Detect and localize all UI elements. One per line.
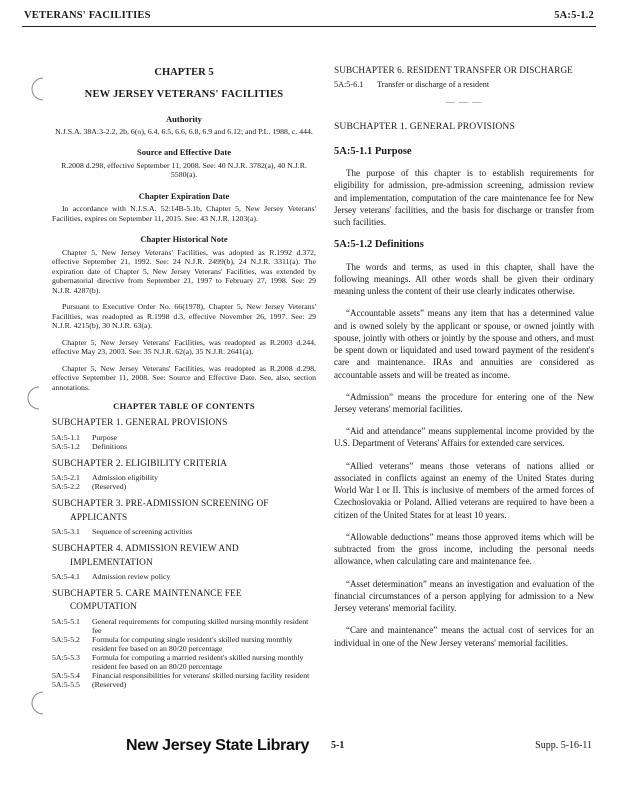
- punch-hole-icon: [24, 385, 44, 411]
- definition-paragraph: “Care and maintenance” means the actual cost of services for an individual in one of the New Jersey veterans' memorial facilities.: [334, 625, 594, 648]
- toc-entry-title: General requirements for computing skilled nursing monthly resident fee: [92, 616, 309, 635]
- left-column: [52, 62, 316, 698]
- definition-paragraph: “Allowable deductions” means those approved items which will be subtracted from the gross income, including the personal needs allowance, when calculating care and maintenance fee.: [334, 531, 594, 567]
- toc-subchapter-title: APPLICANTS: [70, 512, 128, 523]
- toc-entries: [52, 473, 316, 491]
- toc-entry: [52, 482, 316, 491]
- toc-entry: [52, 433, 316, 442]
- toc-entry: [52, 635, 316, 653]
- history-paragraph: Chapter 5, New Jersey Veterans' Facilities, was readopted as R.2003 d.244, effective May 23, 2003. See: 35 N.J.R. 62(a), 35 N.J.R. 2641(a).: [52, 337, 316, 357]
- toc-subchapter-title: SUBCHAPTER 1. GENERAL PROVISIONS: [52, 418, 228, 429]
- toc-entry: [52, 572, 316, 581]
- toc-entry-number: 5A:5-2.1: [52, 473, 80, 483]
- toc-entries: [52, 572, 316, 581]
- toc-subchapter-title: COMPUTATION: [70, 602, 137, 613]
- expiration-heading: Chapter Expiration Date: [138, 190, 230, 201]
- running-header: [22, 6, 596, 27]
- toc-entry-number: 5A:5-5.2: [52, 634, 80, 644]
- toc-entry: [52, 527, 316, 536]
- toc-entry-title: Formula for computing single resident's skilled nursing monthly resident fee based on an 80/20 percentage: [92, 634, 293, 653]
- toc-entry-title: Admission eligibility: [92, 473, 159, 483]
- page-footer: [22, 736, 596, 760]
- punch-hole-icon: [28, 690, 48, 716]
- toc-entry: [52, 653, 316, 671]
- toc-subchapter-title: SUBCHAPTER 4. ADMISSION REVIEW AND: [52, 544, 239, 555]
- toc-subchapter-title: SUBCHAPTER 5. CARE MAINTENANCE FEE: [52, 589, 242, 600]
- library-stamp: New Jersey State Library: [126, 737, 310, 754]
- toc-entry: [52, 671, 316, 680]
- toc-entries: [52, 527, 316, 536]
- toc-entry-title: Transfer or discharge of a resident: [377, 79, 490, 89]
- toc-entry-number: 5A:5-2.2: [52, 482, 80, 492]
- toc-entry-title: Sequence of screening activities: [92, 527, 193, 537]
- source-text: R.2008 d.298, effective September 11, 2008. See: 40 N.J.R. 3782(a), 40 N.J.R. 5580(a).: [61, 160, 307, 180]
- definition-paragraph: “Allied veterans” means those veterans of nations allied or associated in conflicts against an enemy of the United States during World War I or II. This is inclusive of members of the armed forces of Czechoslovakia or Poland. Allied veterans are required to have been a citizen of the United States for at least 10 years.: [334, 460, 594, 520]
- supplement-date: Supp. 5-16-11: [535, 740, 592, 751]
- section-purpose-title: 5A:5-1.1 Purpose: [334, 145, 412, 157]
- toc-entry-title: Purpose: [92, 432, 118, 442]
- authority-text: N.J.S.A. 38A:3-2.2, 2b, 6(o), 6.4, 6.5, 6.6, 6.8, 6.9 and 6.12; and P.L. 1988, c. 444.: [55, 126, 313, 136]
- toc-entry-number: 5A:5-5.3: [52, 653, 80, 663]
- section-divider: — — —: [445, 96, 483, 107]
- history-heading: Chapter Historical Note: [140, 234, 228, 245]
- section-definitions-title: 5A:5-1.2 Definitions: [334, 239, 424, 251]
- toc-entry: [52, 680, 316, 689]
- definition-paragraph: “Asset determination” means an investigation and evaluation of the financial circumstances of a person applying for admission to a New Jersey veterans' memorial facility.: [334, 578, 594, 614]
- toc-entry-title: (Reserved): [92, 482, 127, 492]
- toc-entry: [52, 617, 316, 635]
- history-paragraph: Chapter 5, New Jersey Veterans' Facilities, was adopted as R.1992 d.372, effective September 21, 1992. See: 24 N.J.R. 2499(b), 24 N.J.R. 3311(a). The expiration date of Chapter 5, New Jersey Veterans' Facilities, was extended by gubernatorial directive from September 21, 1997 to February 27, 1998. See: 29 N.J.R. 4287(b).: [52, 247, 316, 295]
- toc-entry-number: 5A:5-4.1: [52, 571, 80, 581]
- toc-entry-number: 5A:5-5.1: [52, 616, 80, 626]
- subchapter-1-heading: SUBCHAPTER 1. GENERAL PROVISIONS: [334, 120, 515, 132]
- toc-entry-title: Definitions: [92, 441, 128, 451]
- toc-entry: [52, 473, 316, 482]
- toc-entry-number: 5A:5-1.1: [52, 432, 80, 442]
- toc-entry-title: Formula for computing a married resident's skilled nursing monthly resident fee based on an 80/20 percentage: [92, 653, 304, 672]
- definition-paragraph: “Aid and attendance” means supplemental income provided by the U.S. Department of Veterans' Affairs for extended care services.: [334, 426, 594, 449]
- table-of-contents: [52, 418, 316, 689]
- definition-paragraph: The words and terms, as used in this chapter, shall have the following meanings. All other words shall be given their ordinary meaning unless the content of their use clearly indicates otherwise.: [334, 261, 594, 297]
- toc-entry-number: 5A:5-5.4: [52, 671, 80, 681]
- section-purpose-text: The purpose of this chapter is to establish requirements for eligibility for admission, pre-admission screening, admission review and implementation, computation of the care maintenance fee for New Jersey veterans' facilities, and the basis for discharge or transfer from such facilities.: [334, 168, 594, 228]
- toc-entry-number: 5A:5-5.5: [52, 680, 80, 690]
- toc-title: CHAPTER TABLE OF CONTENTS: [113, 401, 255, 412]
- expiration-text: In accordance with N.J.S.A. 52:14B-5.1b, Chapter 5, New Jersey Veterans' Facilities, expires on September 11, 2015. See: 43 N.J.R. 1203(a).: [52, 204, 316, 223]
- toc-subchapter-title: SUBCHAPTER 2. ELIGIBILITY CRITERIA: [52, 458, 228, 469]
- header-section-number: 5A:5-1.2: [554, 10, 594, 21]
- authority-heading: Authority: [166, 113, 202, 124]
- toc-entry: [334, 79, 594, 90]
- toc-entry-title: Admission review policy: [92, 571, 171, 581]
- history-paragraph: Pursuant to Executive Order No. 66(1978), Chapter 5, New Jersey Veterans' Facilities, was readopted as R.1998 d.3, effective November 26, 1997. See: 29 N.J.R. 4215(b), 30 N.J.R. 63(a).: [52, 302, 316, 331]
- header-title: VETERANS' FACILITIES: [24, 10, 151, 21]
- source-heading: Source and Effective Date: [136, 147, 232, 158]
- toc-subchapter-title: IMPLEMENTATION: [70, 557, 153, 568]
- toc-subchapter-title: SUBCHAPTER 3. PRE-ADMISSION SCREENING OF: [52, 499, 269, 510]
- chapter-number: CHAPTER 5: [154, 67, 214, 78]
- toc-entries: [52, 617, 316, 690]
- toc-entries: [52, 433, 316, 451]
- right-column: [334, 62, 594, 659]
- toc-entry-number: 5A:5-3.1: [52, 527, 80, 537]
- history-paragraph: Chapter 5, New Jersey Veterans' Facilities, was readopted as R.2008 d.298, effective September 11, 2008. See: Source and Effective Date. See, also, section annotations.: [52, 363, 316, 392]
- toc-entry-number: 5A:5-1.2: [52, 441, 80, 451]
- definition-paragraph: “Admission” means the procedure for entering one of the New Jersey veterans' memorial facilities.: [334, 391, 594, 414]
- toc-entry-title: Financial responsibilities for veterans' skilled nursing facility resident: [92, 671, 310, 681]
- toc-entry-number: 5A:5-6.1: [334, 79, 364, 89]
- toc-entry: [52, 442, 316, 451]
- punch-hole-icon: [28, 76, 48, 102]
- page-number: 5-1: [331, 740, 345, 751]
- toc-entry-title: (Reserved): [92, 680, 127, 690]
- definition-paragraph: “Accountable assets” means any item that has a determined value and is owned solely by the applicant or spouse, or owned jointly with spouse, jointly with others or jointly by the spouse and others, and must be spent down or liquidated and used toward payment of the resident's care and maintenance. IRAs and annuities are considered as accountable assets and will be treated as income.: [334, 308, 594, 380]
- subchapter-6-title: SUBCHAPTER 6. RESIDENT TRANSFER OR DISCHARGE: [334, 65, 573, 75]
- chapter-title: NEW JERSEY VETERANS' FACILITIES: [84, 88, 284, 100]
